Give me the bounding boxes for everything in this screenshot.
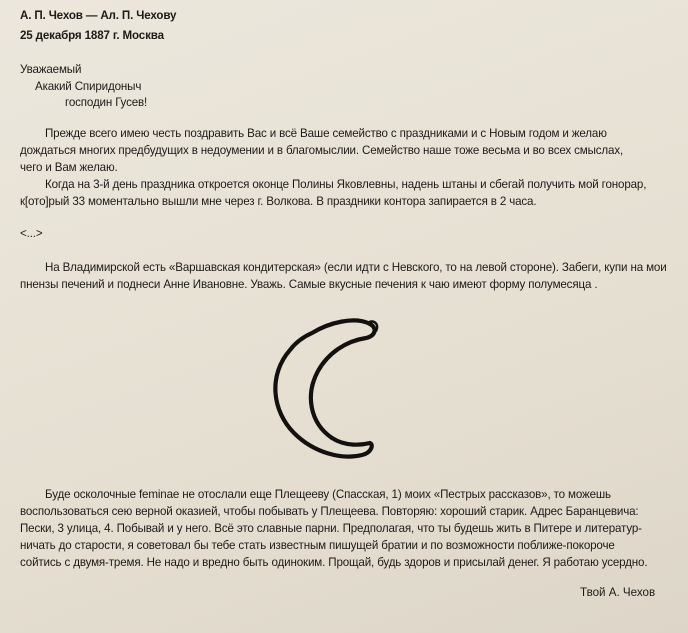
paragraph1-line: дождаться многих предбудущих в недоумении и в благомыслии. Семейство наше тоже весьма и во всех смыслах, bbox=[20, 144, 624, 157]
paragraph2-line: к[ото]рый 33 моментально вышли мне через г. Волкова. В праздники контора запирается в 2 часа. bbox=[20, 195, 537, 208]
paragraph3-line: пнензы печений и поднеси Анне Ивановне. Уважь. Самые вкусные печения к чаю имеют форму полумесяца . bbox=[20, 278, 598, 291]
paragraph1-line: Прежде всего имею честь поздравить Вас и всё Ваше семейство с праздниками и с Новым годом и желаю bbox=[45, 127, 607, 140]
salutation-line2: Акакий Спиридоныч bbox=[35, 80, 142, 93]
salutation-line1: Уважаемый bbox=[20, 63, 82, 76]
letter-header-line2: 25 декабря 1887 г. Москва bbox=[20, 29, 164, 42]
paragraph3-line: На Владимирской есть «Варшавская кондитерская» (если идти с Невского, то на левой стороне). Забеги, купи на мои bbox=[45, 261, 667, 274]
paragraph1-line: чего и Вам желаю. bbox=[20, 161, 118, 174]
paragraph2-line: Когда на 3-й день праздника откроется оконце Полины Яковлевны, надень штаны и сбегай получить мой гонорар, bbox=[45, 178, 647, 191]
paragraph4-line: сойтись с двумя-тремя. Не надо и вредно быть одиноким. Прощай, будь здоров и присылай денег. Я работаю усердно. bbox=[20, 556, 648, 569]
signature: Твой А. Чехов bbox=[580, 586, 656, 599]
salutation-line3: господин Гусев! bbox=[65, 96, 148, 109]
paragraph4-line: Буде осколочные feminae не отослали еще Плещееву (Спасская, 1) моих «Пестрых рассказов», то можешь bbox=[45, 488, 611, 501]
paragraph4-line: Пески, 3 улица, 4. Побывай и у него. Всё это славные парни. Предполагая, что ты будешь жить в Питере и литератур- bbox=[20, 522, 642, 535]
crescent-drawing-outline bbox=[275, 320, 374, 456]
crescent-drawing-icon bbox=[250, 305, 400, 470]
letter-header-line1: А. П. Чехов — Ал. П. Чехову bbox=[20, 9, 177, 22]
paragraph4-line: ничать до старости, я советовал бы тебе стать известным пишущей братии и по возможности поближе-покороче bbox=[20, 539, 615, 552]
paragraph4-line: воспользоваться сею верной оказией, чтобы побывать у Плещеева. Повторяю: хороший старик. Адрес Баранцевича: bbox=[20, 505, 639, 518]
omission-mark: <...> bbox=[20, 227, 43, 240]
